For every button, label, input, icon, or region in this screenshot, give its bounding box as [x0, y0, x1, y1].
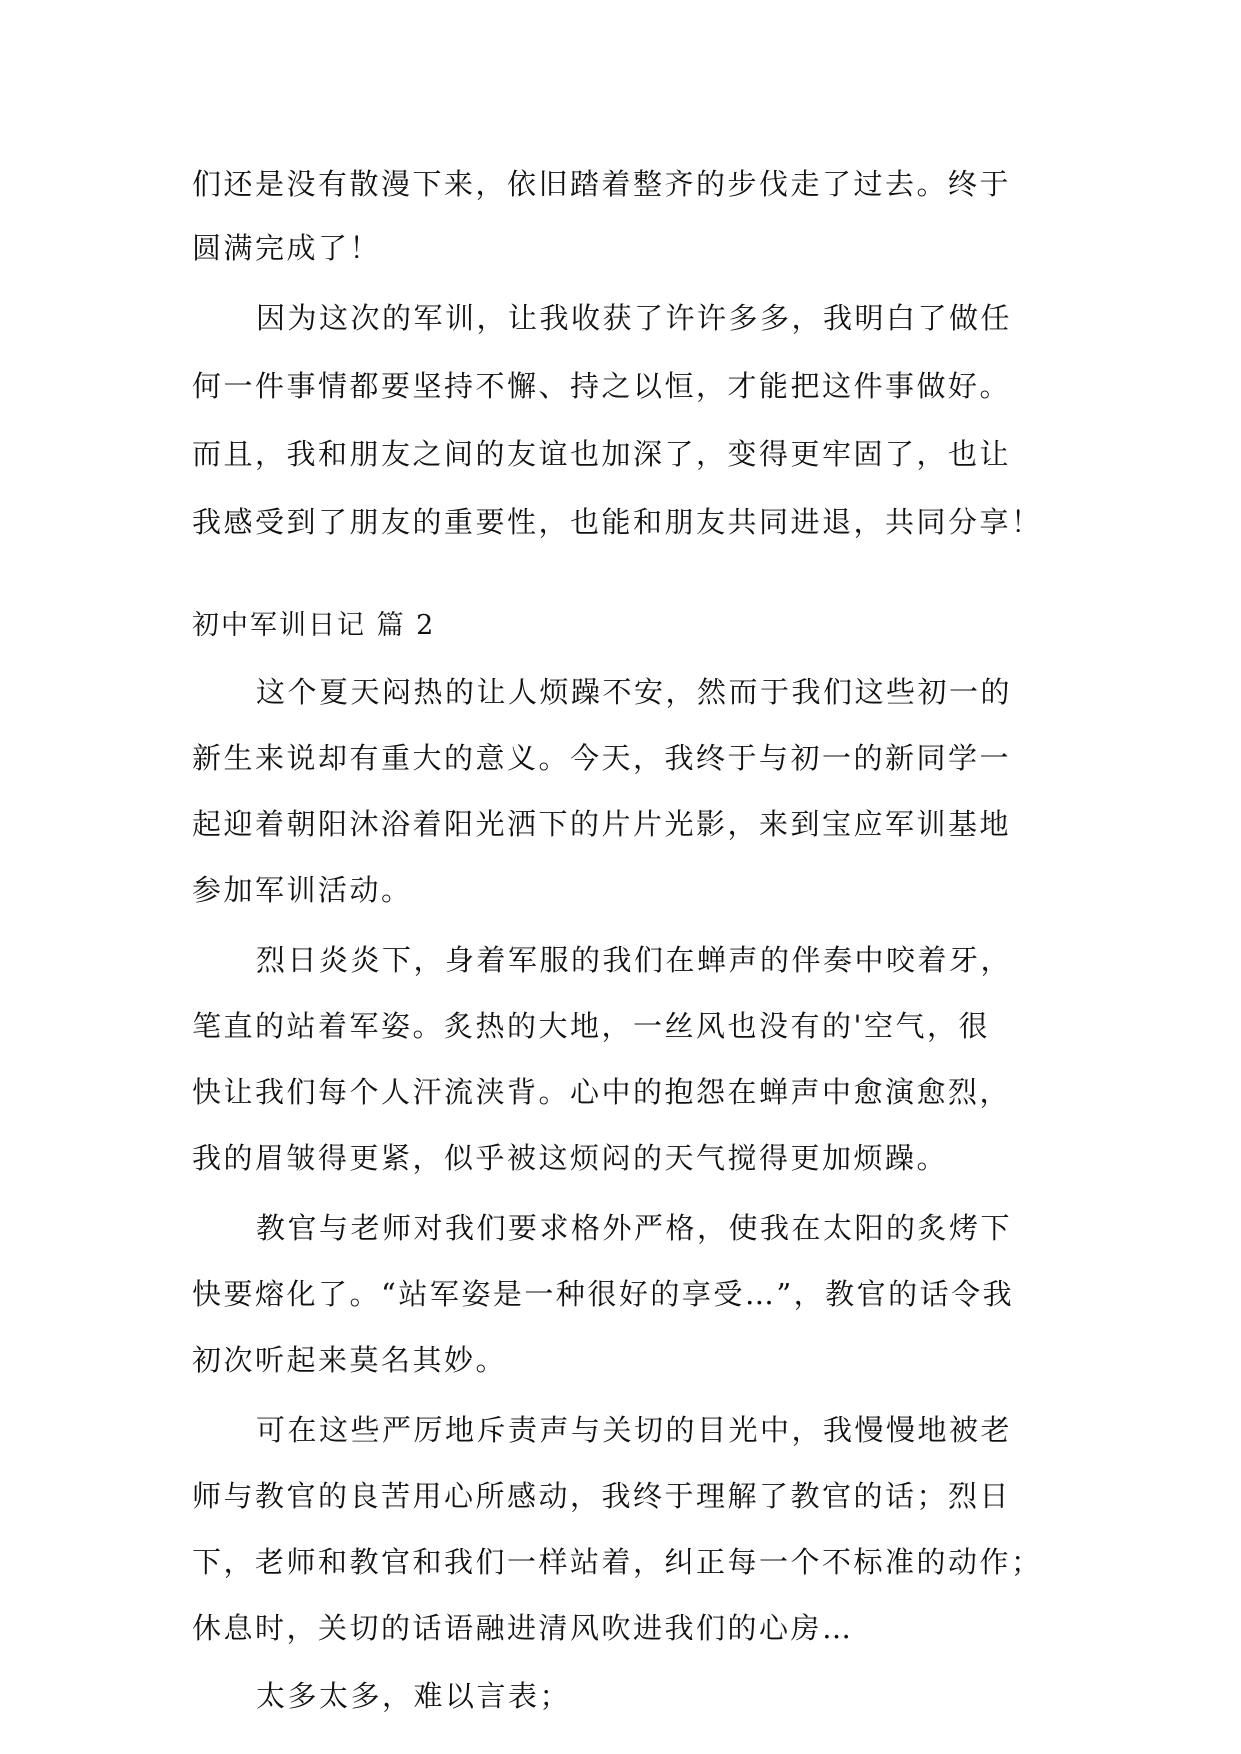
- paragraph-line: 可在这些严厉地斥责声与关切的目光中，我慢慢地被老: [256, 1413, 1013, 1447]
- paragraph-line: 笔直的站着军姿。炙热的大地，一丝风也没有的'空气，很: [192, 1009, 990, 1043]
- paragraph-line: 们还是没有散漫下来，依旧踏着整齐的步伐走了过去。终于: [192, 167, 1012, 201]
- paragraph-line: 我感受到了朋友的重要性，也能和朋友共同进退，共同分享！: [192, 505, 1043, 539]
- paragraph-line: 而且，我和朋友之间的友谊也加深了，变得更牢固了，也让: [192, 437, 1012, 471]
- paragraph-line: 新生来说却有重大的意义。今天，我终于与初一的新同学一: [192, 741, 1012, 775]
- paragraph-line: 教官与老师对我们要求格外严格，使我在太阳的炙烤下: [256, 1211, 1013, 1245]
- paragraph-line: 下，老师和教官和我们一样站着，纠正每一个不标准的动作；: [192, 1545, 1043, 1579]
- paragraph-line: 太多太多，难以言表；: [256, 1679, 572, 1713]
- paragraph-line: 师与教官的良苦用心所感动，我终于理解了教官的话；烈日: [192, 1479, 1012, 1513]
- paragraph-line: 我的眉皱得更紧，似乎被这烦闷的天气搅得更加烦躁。: [192, 1141, 949, 1175]
- paragraph-line: 这个夏天闷热的让人烦躁不安，然而于我们这些初一的: [256, 675, 1013, 709]
- paragraph-line: 因为这次的军训，让我收获了许许多多，我明白了做任: [256, 301, 1013, 335]
- paragraph-line: 圆满完成了！: [192, 231, 382, 265]
- paragraph-line: 休息时，关切的话语融进清风吹进我们的心房…: [192, 1611, 854, 1645]
- paragraph-line: 参加军训活动。: [192, 873, 413, 907]
- paragraph-line: 起迎着朝阳沐浴着阳光洒下的片片光影，来到宝应军训基地: [192, 807, 1012, 841]
- paragraph-line: 何一件事情都要坚持不懈、持之以恒，才能把这件事做好。: [192, 369, 1012, 403]
- section-title: 初中军训日记 篇 2: [192, 610, 436, 641]
- paragraph-line: 快要熔化了。“站军姿是一种很好的享受…”，教官的话令我: [192, 1277, 1015, 1311]
- paragraph-line: 快让我们每个人汗流浃背。心中的抱怨在蝉声中愈演愈烈，: [192, 1075, 1012, 1109]
- paragraph-line: 烈日炎炎下，身着军服的我们在蝉声的伴奏中咬着牙，: [256, 943, 1013, 977]
- paragraph-line: 初次听起来莫名其妙。: [192, 1343, 508, 1377]
